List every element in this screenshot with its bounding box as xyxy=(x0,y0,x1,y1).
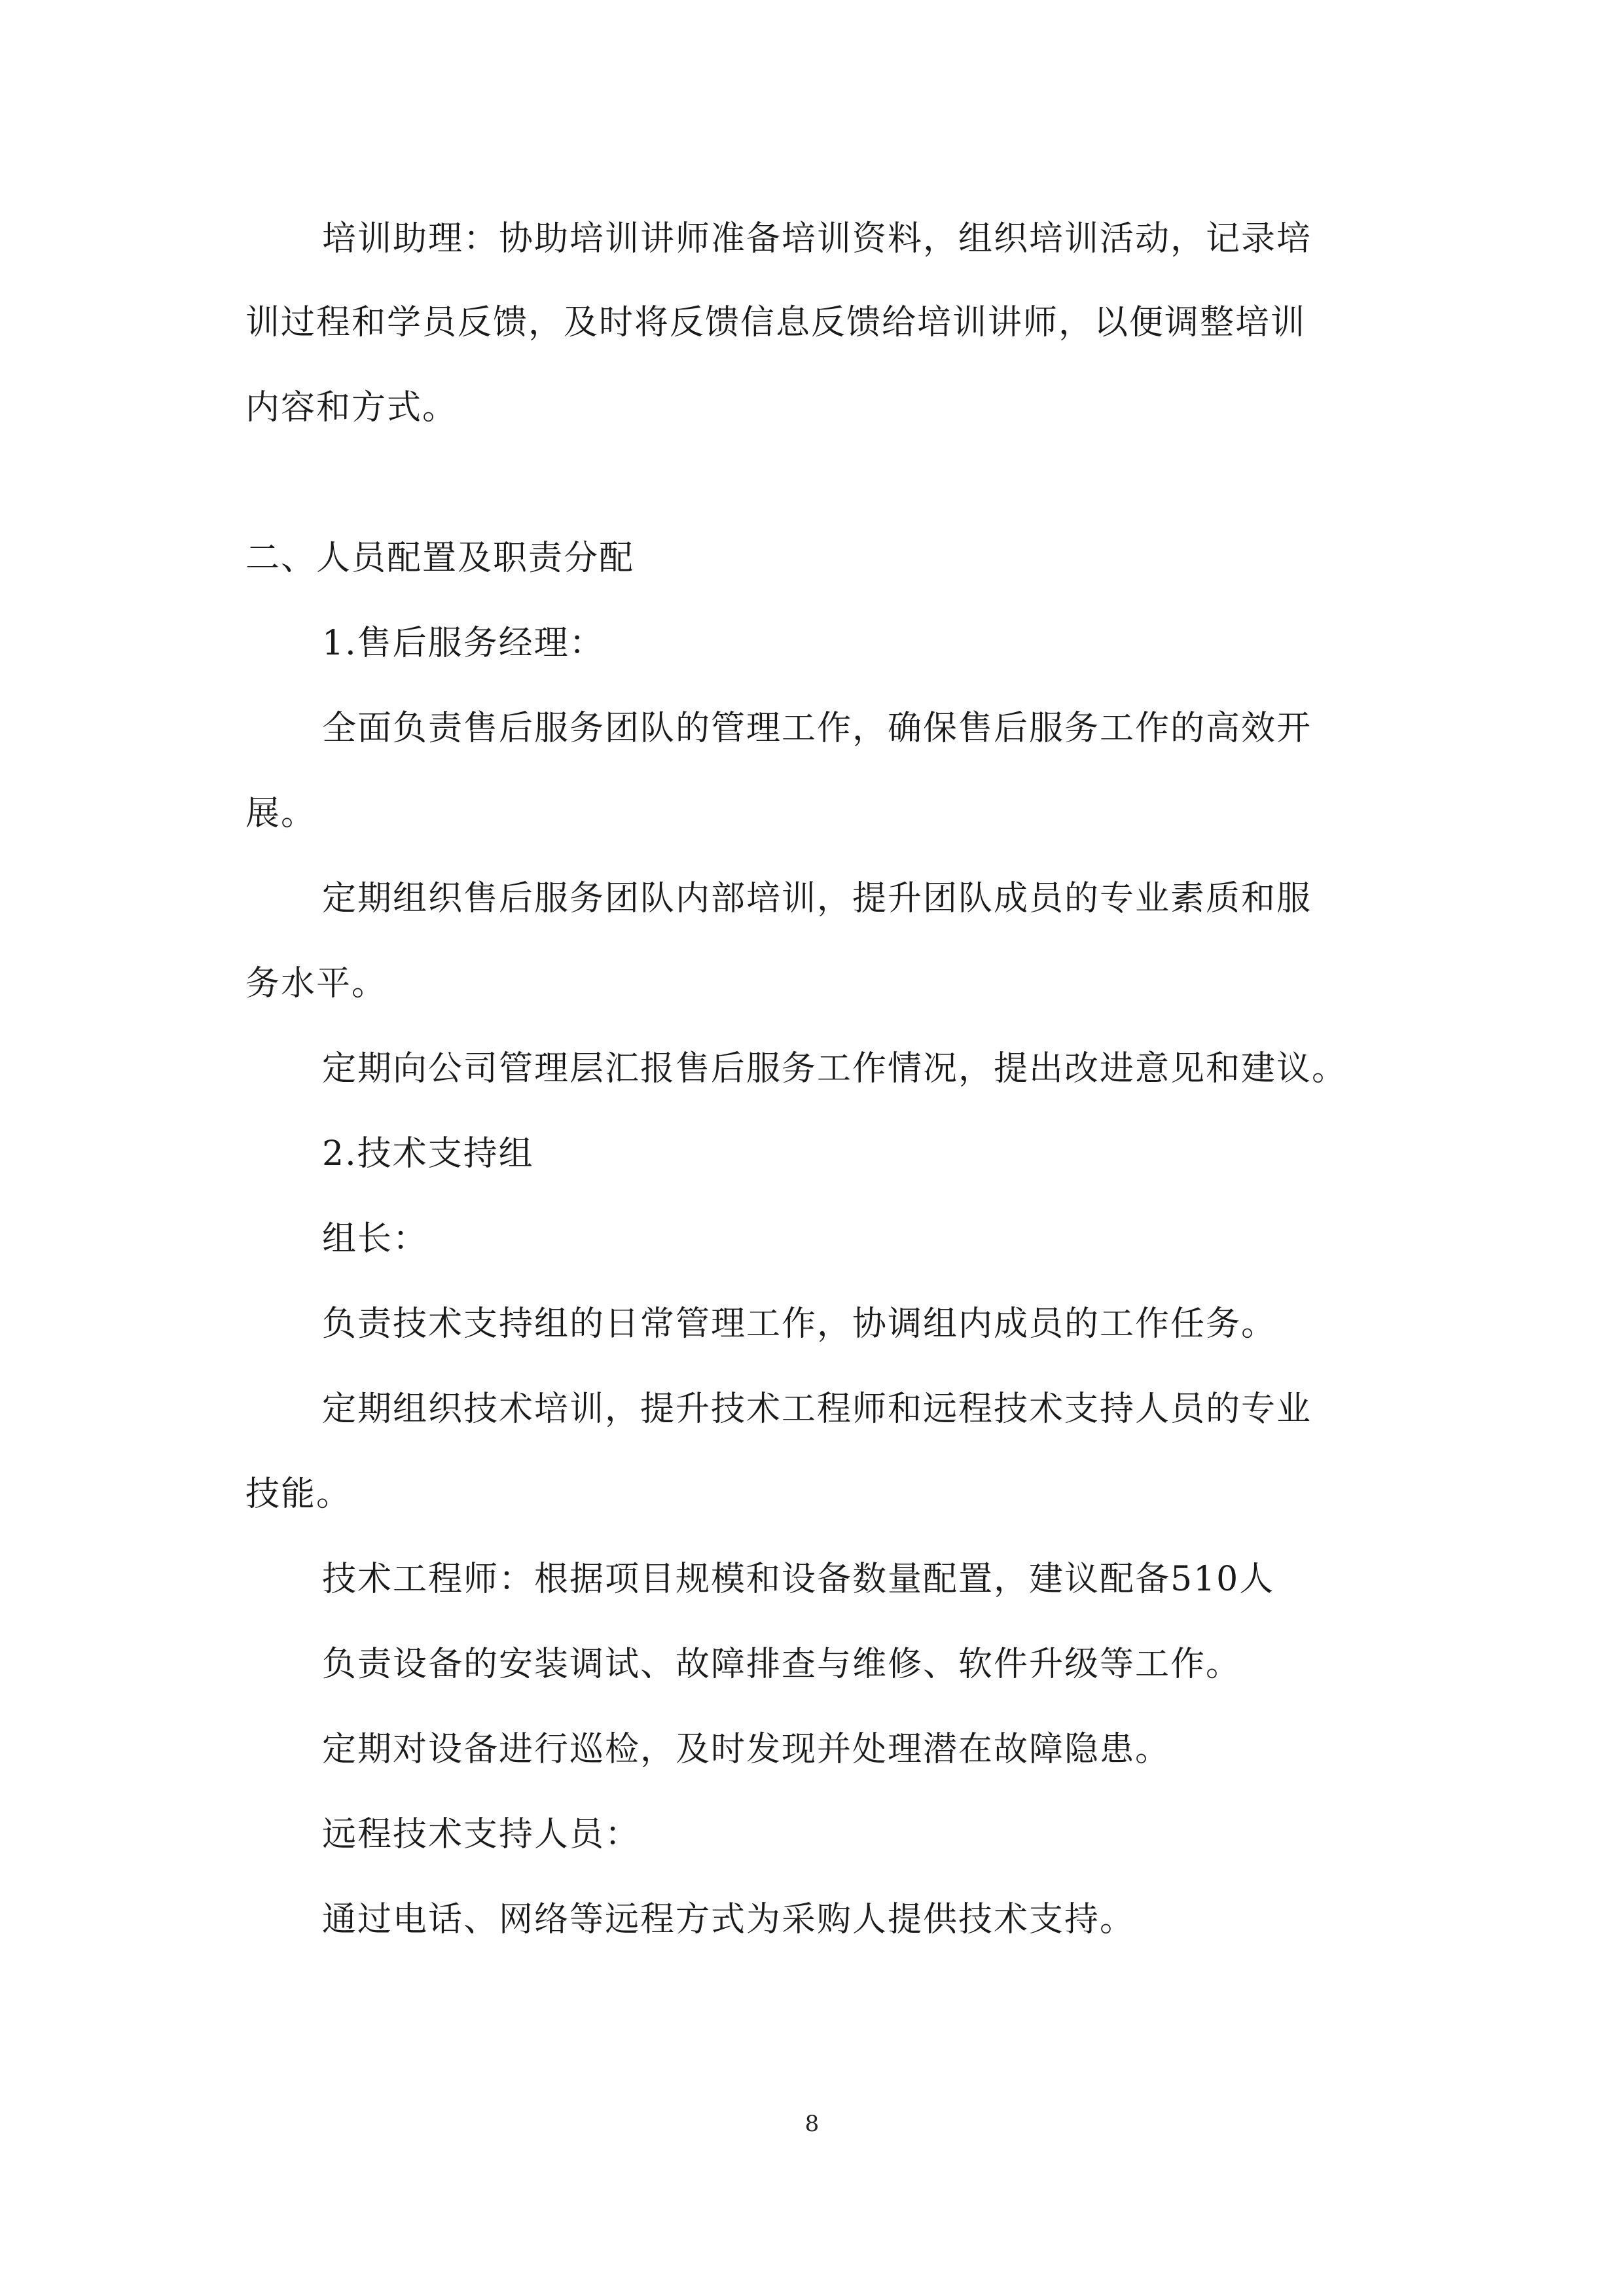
paragraph-manager-duty-2-line-2: 务水平。 xyxy=(245,964,388,1003)
paragraph-tech-engineer: 技术工程师：根据项目规模和设备数量配置，建议配备510人 xyxy=(322,1560,1275,1599)
paragraph-leader-duty-1: 负责技术支持组的日常管理工作，协调组内成员的工作任务。 xyxy=(322,1304,1277,1344)
section-heading-staffing: 二、人员配置及职责分配 xyxy=(245,539,635,578)
paragraph-leader-duty-2-line-1: 定期组织技术培训，提升技术工程师和远程技术支持人员的专业 xyxy=(322,1390,1312,1429)
paragraph-remote-support-duty: 通过电话、网络等远程方式为采购人提供技术支持。 xyxy=(322,1900,1136,1939)
paragraph-manager-duty-2-line-1: 定期组织售后服务团队内部培训，提升团队成员的专业素质和服 xyxy=(322,879,1312,918)
paragraph-engineer-duty-1: 负责设备的安装调试、故障排查与维修、软件升级等工作。 xyxy=(322,1645,1242,1684)
paragraph-manager-duty-3: 定期向公司管理层汇报售后服务工作情况，提出改进意见和建议。 xyxy=(322,1049,1348,1088)
page-number: 8 xyxy=(804,2111,820,2137)
paragraph-leader-duty-2-line-2: 技能。 xyxy=(245,1475,352,1514)
paragraph-manager-duty-1-line-1: 全面负责售后服务团队的管理工作，确保售后服务工作的高效开 xyxy=(322,709,1312,748)
subheading-after-sales-manager: 1.售后服务经理： xyxy=(322,624,605,663)
subheading-tech-support-group: 2.技术支持组 xyxy=(322,1134,534,1174)
paragraph-manager-duty-1-line-2: 展。 xyxy=(245,794,317,833)
paragraph-training-assistant-line-2: 训过程和学员反馈，及时将反馈信息反馈给培训讲师，以便调整培训 xyxy=(245,303,1307,342)
paragraph-training-assistant-line-1: 培训助理：协助培训讲师准备培训资料，组织培训活动，记录培 xyxy=(322,219,1312,259)
paragraph-engineer-duty-2: 定期对设备进行巡检，及时发现并处理潜在故障隐患。 xyxy=(322,1730,1171,1769)
subheading-group-leader: 组长： xyxy=(322,1219,429,1259)
paragraph-training-assistant-line-3: 内容和方式。 xyxy=(245,388,458,427)
subheading-remote-support: 远程技术支持人员： xyxy=(322,1815,641,1854)
